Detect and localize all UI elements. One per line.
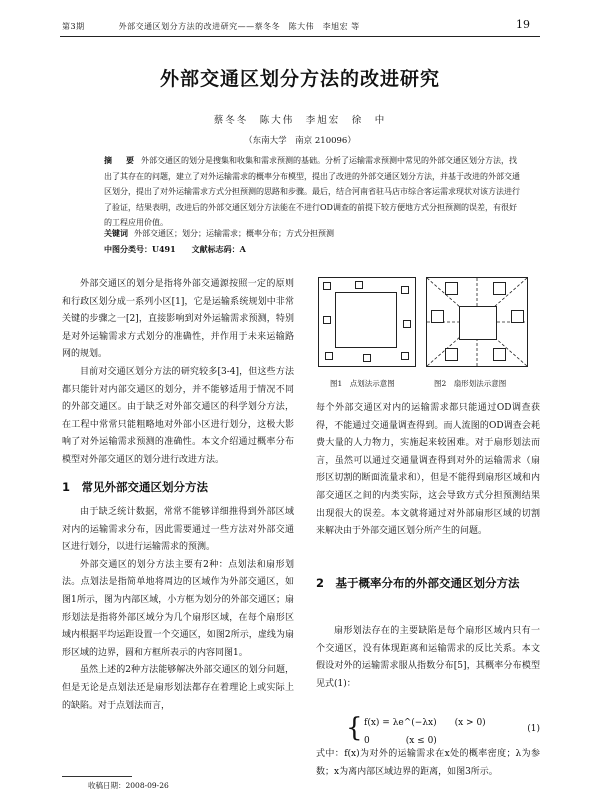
received-date: 收稿日期：2008-09-26 <box>88 781 169 790</box>
right-para-1: 每个外部交通区对内的运输需求都只能通过OD调查获得，不能通过交通量调查得到。而人流图的OD调查会耗费大量的人力物力，实施起来较困难。对于扇形划法而言，虽然可以通过交通量调查得到对外的运输需求（扇形区切割的断面流量求和），但是不能得到扇形区域和内部交通区之间的内类实际，这会导致方式分担预测结果出现很大的误差。本文就将通过对外部扇形区域的切割来解决由于外部交通区划分所产生的问题。 <box>316 403 540 537</box>
formula-line-1: f(x) = λe^(−λx) (x > 0) <box>364 718 486 728</box>
formula-line-2: 0 (x ≤ 0) <box>364 736 437 746</box>
formula-1 <box>346 713 540 747</box>
footnote-rule <box>62 776 132 777</box>
keywords-label: 关键词 <box>104 228 128 238</box>
figure-2-caption: 图2 扇形划法示意图 <box>434 379 507 388</box>
left-para-3: 由于缺乏统计数据，常常不能够详细推得到外部区域对内的运输需求分布，因此需要通过一些方法对外部交通区进行划分，以进行运输需求的预测。 <box>62 507 294 553</box>
authors: 蔡冬冬 陈大伟 李旭宏 徐 中 <box>213 115 387 126</box>
zone-square <box>363 354 371 362</box>
paper-title: 外部交通区划分方法的改进研究 <box>159 68 440 90</box>
zone-square <box>401 286 409 294</box>
left-column-cont <box>62 504 294 715</box>
zone-square <box>403 320 411 328</box>
left-para-4: 外部交通区的划分方法主要有2种：点划法和扇形划法。点划法是指简单地将周边的区域作为外部交通区，如图1所示，图为内部区域，小方框为划分的外部交通区；扇形划法是指将外部区域分为几个扇形区域，在每个扇形区域内根据平均运距设置一个交通区，如图2所示，虚线为扇形区域的边界，圆和方框所表示的内容同图1。 <box>62 559 294 658</box>
zone-square <box>401 352 409 360</box>
zone-square <box>445 348 458 361</box>
section-1-heading: 1 常见外部交通区划分方法 <box>62 480 209 494</box>
zone-square <box>493 348 506 361</box>
section-2-heading: 2 基于概率分布的外部交通区划分方法 <box>316 576 520 590</box>
zone-square <box>323 282 331 290</box>
affiliation: （东南大学 南京 210096） <box>244 136 356 146</box>
right-column <box>316 400 540 541</box>
left-para-5: 虽然上述的2种方法能够解决外部交通区的划分问题，但是无论是点划法还是扇形划法都存在着理论上或实际上的缺陷。对于点划法而言， <box>62 665 294 711</box>
classification: 中图分类号：U491 文献标志码：A <box>104 244 246 254</box>
left-column <box>62 276 294 470</box>
right-column-end <box>316 746 540 781</box>
inner-region <box>459 306 497 340</box>
right-para-3: 式中：f(x)为对外的运输需求在x处的概率密度；λ为参数；x为离内部区域边界的距离，如图3所示。 <box>316 749 540 777</box>
zone-square <box>323 316 331 324</box>
abstract <box>104 153 524 231</box>
zone-square <box>445 282 458 295</box>
zone-square <box>493 282 506 295</box>
abstract-label: 摘 要 <box>104 155 137 165</box>
running-head: 第3期 外部交通区划分方法的改进研究——蔡冬冬 陈大伟 李旭宏 等 <box>62 22 360 31</box>
abstract-text: 外部交通区的划分是搜集和收集和需求预测的基础。分析了运输需求预测中常见的外部交通区划分方法，找出了其存在的问题，建立了对外运输需求的概率分布模型，提出了改进的外部交通区划分方法，并基于改进的外部交通区划分，提出了对外运输需求方式分担预测的思路和步骤。最后，结合河南省驻马店市综合客运需求现状对该方法进行了验证，结果表明，改进后的外部交通区划分方法能在不进行OD调查的前提下较方便地方式分担预测的误差，有很好的工程应用价值。 <box>104 156 520 227</box>
left-para-1: 外部交通区的划分是指将外部交通源按照一定的原则和行政区划分成一系列小区[1]，它是运输系统规划中非常关键的步骤之一[2]，直接影响到对外运输需求预测，特别是对外运输需求方式划分的准确性，并作用于未来运输路网的规划。 <box>62 279 294 360</box>
figure-2 <box>426 277 528 367</box>
header-rule <box>60 36 540 37</box>
left-para-2: 目前对交通区划分方法的研究较多[3-4]，但这些方法都只能针对内部交通区的划分，并不能够适用于情况不同的外部交通区。由于缺乏对外部交通区的科学划分方法，在工程中常常只能粗略地对外部小区进行划分，这极大影响了对外运输需求预测的准确性。本文介绍通过概率分布模型对外部交通区的划分进行改进方法。 <box>62 366 294 465</box>
figure-1-caption: 图1 点划法示意图 <box>330 379 395 388</box>
zone-square <box>355 281 363 289</box>
keywords-text: 外部交通区；划分；运输需求；概率分布；方式分担预测 <box>134 229 334 238</box>
right-column-cont <box>316 623 540 693</box>
zone-square <box>431 310 444 323</box>
figure-1 <box>318 277 416 367</box>
page-number: 19 <box>516 18 530 31</box>
formula-number: (1) <box>527 724 540 734</box>
keywords <box>104 228 524 239</box>
zone-square <box>325 352 333 360</box>
zone-square <box>511 310 524 323</box>
formula-brace: { <box>346 713 363 743</box>
right-para-2: 扇形划法存在的主要缺陷是每个扇形区域内只有一个交通区，没有体现距离和运输需求的反比关系。本文假设对外的运输需求服从指数分布[5]，其概率分布模型见式(1)： <box>316 626 540 689</box>
inner-region <box>335 292 397 348</box>
